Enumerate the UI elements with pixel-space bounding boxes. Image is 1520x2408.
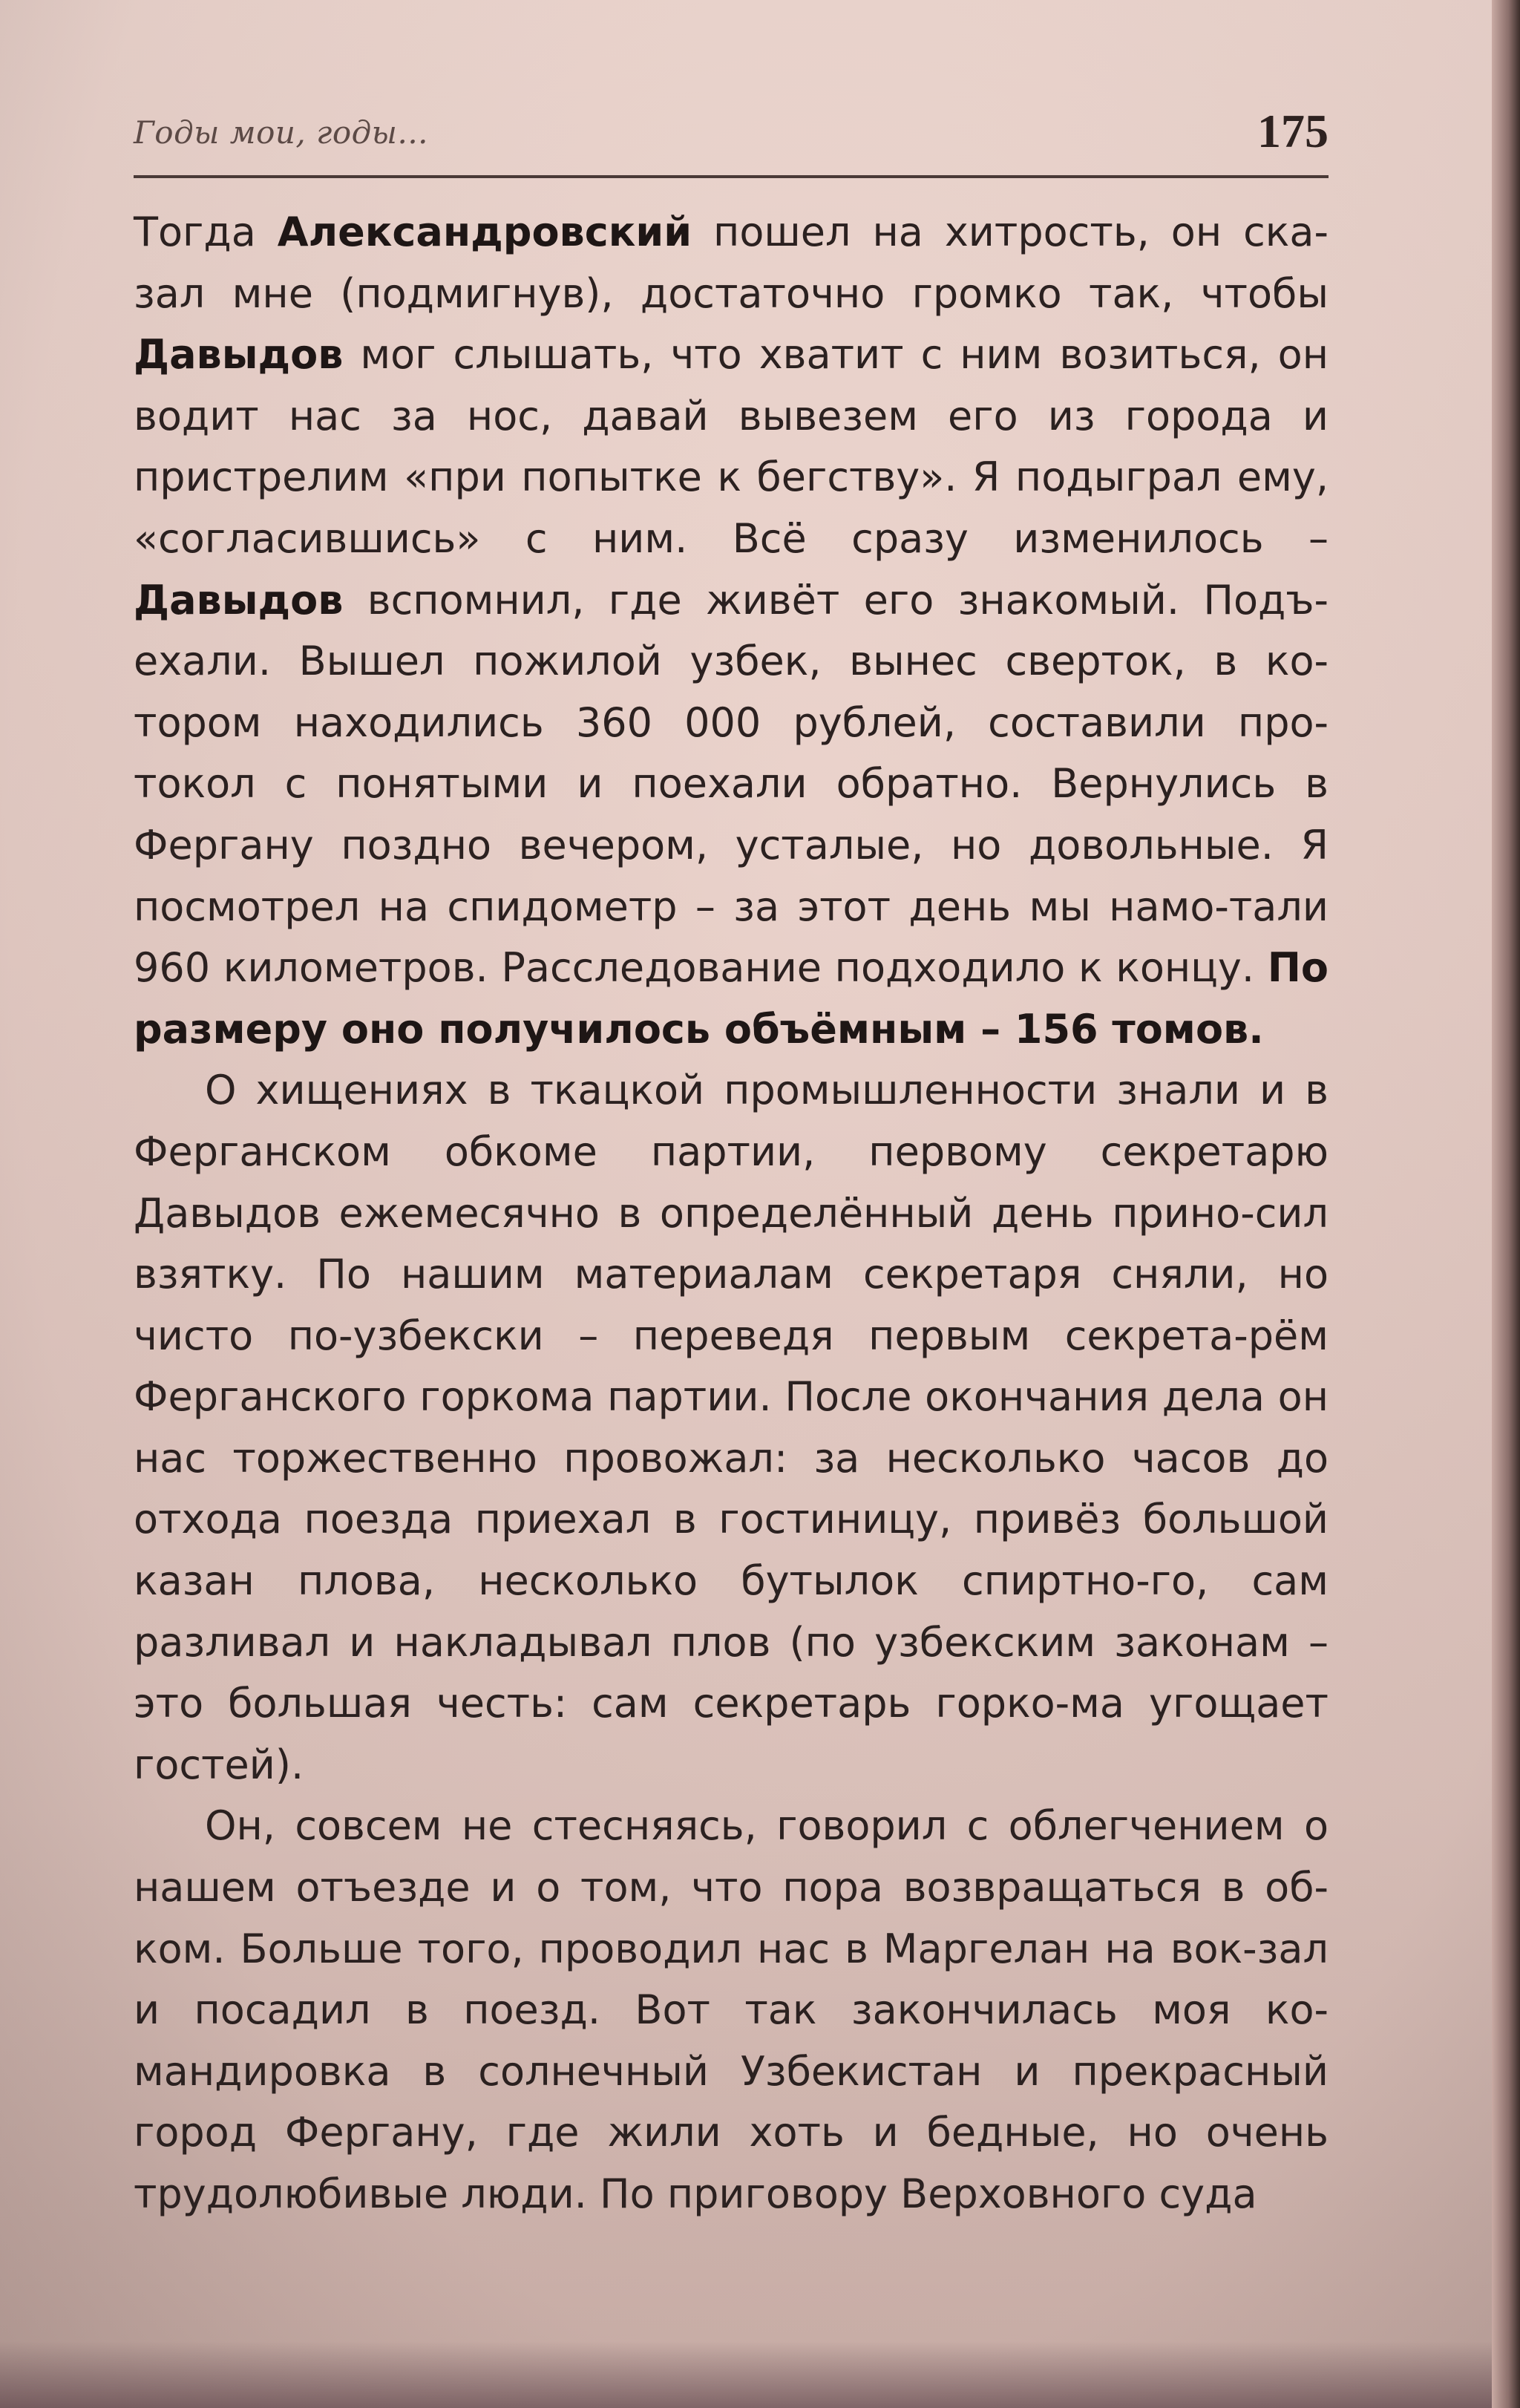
paragraph-1 — [134, 202, 1329, 1060]
text-run: пошел на хитрость, он ска-зал мне (подмигнув), достаточно громко так, чтобы — [134, 209, 1329, 317]
name-emphasis: Давыдов — [134, 576, 344, 624]
page-header — [134, 104, 1329, 178]
paragraph-3: Он, совсем не стесняясь, говорил с облегчением о нашем отъезде и о том, что пора возвращаться в об-ком. Больше того, проводил нас в Маргелан на вок-зал и посадил в поезд. Вот так закончилась моя ко-мандировка в солнечный Узбекистан и прекрасный город Фергану, где жили хоть и бедные, но очень трудолюбивые люди. По приговору Верховного суда — [134, 1802, 1329, 2217]
paragraph-2: О хищениях в ткацкой промышленности знали и в Ферганском обкоме партии, первому секретарю Давыдов ежемесячно в определённый день прино-сил взятку. По нашим материалам секретаря сняли, но чисто по-узбекски – переведя первым секрета-рём Ферганского горкома партии. После окончания дела он нас торжественно провожал: за несколько часов до отхода поезда приехал в гостиницу, привёз большой казан плова, несколько бутылок спиртно-го, сам разливал и накладывал плов (по узбекским законам – это большая честь: сам секретарь горко-ма угощает гостей). — [134, 1067, 1329, 1788]
header-rule — [134, 175, 1329, 178]
running-title: Годы мои, годы... — [134, 114, 429, 151]
bottom-shadow — [0, 2341, 1492, 2408]
text-run: Тогда — [134, 209, 278, 255]
text-run: мог слышать, что хватит с ним возиться, он водит нас за нос, давай вывезем его из города и пристрелим «при попытке к бегству». Я подыграл ему, «согласившись» с ним. Всё сразу изменилось – — [134, 331, 1329, 562]
name-emphasis: Давыдов — [134, 331, 344, 379]
name-emphasis: Александровский — [277, 209, 692, 255]
page-edge — [1492, 0, 1520, 2408]
text-run: вспомнил, где живёт его знакомый. Подъ-ехали. Вышел пожилой узбек, вынес сверток, в ко-тором находились 360 000 рублей, составили про-токол с понятыми и поехали обратно. Вернулись в Фергану поздно вечером, усталые, но довольные. Я посмотрел на спидометр – за этот день мы намо-тали 960 километров. Расследование подходило к концу. — [134, 576, 1329, 992]
bold-statement: По размеру оно получилось объёмным – 156 томов. — [134, 944, 1329, 1053]
page-number: 175 — [1257, 105, 1329, 157]
page-body — [134, 202, 1329, 2225]
